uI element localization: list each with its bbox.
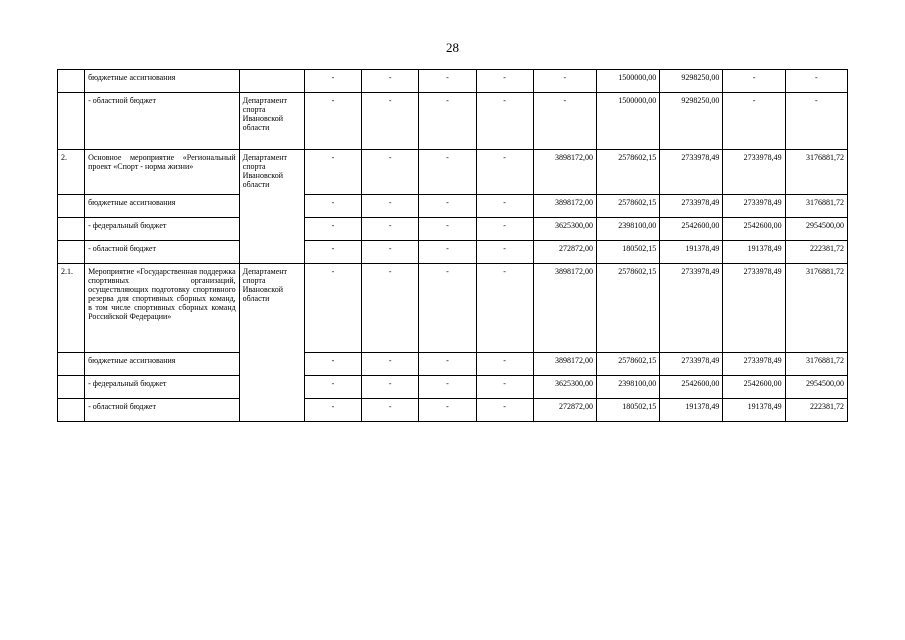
- row-value: 3176881,72: [785, 353, 847, 376]
- table-row: [58, 376, 848, 399]
- row-value: 2578602,15: [596, 150, 659, 195]
- row-value: -: [419, 195, 476, 218]
- row-value: -: [533, 93, 596, 150]
- row-value: 2733978,49: [723, 150, 785, 195]
- table-row: [58, 195, 848, 218]
- row-value: -: [304, 218, 361, 241]
- row-name: - федеральный бюджет: [85, 218, 240, 241]
- row-value: 191378,49: [660, 241, 723, 264]
- row-number: [58, 70, 85, 93]
- row-value: 3176881,72: [785, 264, 847, 353]
- row-value: -: [723, 93, 785, 150]
- row-value: 2542600,00: [723, 376, 785, 399]
- row-value: -: [476, 93, 533, 150]
- row-value: -: [304, 195, 361, 218]
- row-value: -: [304, 399, 361, 422]
- row-value: -: [304, 264, 361, 353]
- row-value: -: [362, 195, 419, 218]
- row-value: -: [419, 376, 476, 399]
- row-value: -: [476, 264, 533, 353]
- row-number: 2.1.: [58, 264, 85, 353]
- row-number: [58, 376, 85, 399]
- row-value: 2954500,00: [785, 218, 847, 241]
- table-row: [58, 399, 848, 422]
- row-value: 222381,72: [785, 241, 847, 264]
- row-value: 2733978,49: [660, 195, 723, 218]
- row-value: -: [362, 93, 419, 150]
- row-value: 2542600,00: [723, 218, 785, 241]
- row-value: -: [304, 70, 361, 93]
- row-value: -: [785, 70, 847, 93]
- row-value: -: [476, 399, 533, 422]
- row-value: -: [362, 399, 419, 422]
- table-row: [58, 93, 848, 150]
- row-value: 191378,49: [723, 399, 785, 422]
- row-value: -: [476, 70, 533, 93]
- row-value: 2578602,15: [596, 195, 659, 218]
- row-name: - областной бюджет: [85, 399, 240, 422]
- row-number: [58, 195, 85, 218]
- row-value: -: [362, 70, 419, 93]
- row-value: -: [476, 241, 533, 264]
- row-value: 9298250,00: [660, 70, 723, 93]
- row-value: -: [419, 264, 476, 353]
- row-value: 180502,15: [596, 241, 659, 264]
- row-value: 2733978,49: [660, 150, 723, 195]
- row-value: 2733978,49: [723, 264, 785, 353]
- table-row: [58, 353, 848, 376]
- row-value: -: [419, 241, 476, 264]
- row-value: -: [304, 93, 361, 150]
- row-number: [58, 353, 85, 376]
- row-value: -: [304, 241, 361, 264]
- row-value: 2733978,49: [723, 353, 785, 376]
- row-value: 3625300,00: [533, 218, 596, 241]
- row-value: 2578602,15: [596, 353, 659, 376]
- row-value: -: [304, 150, 361, 195]
- row-value: -: [419, 399, 476, 422]
- row-value: -: [362, 264, 419, 353]
- row-value: -: [362, 353, 419, 376]
- row-value: 9298250,00: [660, 93, 723, 150]
- row-value: 3898172,00: [533, 150, 596, 195]
- budget-table: [57, 69, 848, 422]
- row-value: 3898172,00: [533, 264, 596, 353]
- row-value: 2398100,00: [596, 218, 659, 241]
- row-value: 2733978,49: [723, 195, 785, 218]
- table-row: [58, 150, 848, 195]
- row-value: -: [419, 93, 476, 150]
- row-name: Мероприятие «Государственная поддержка спортивных организаций, осуществляющих подготовку спортивного резерва для спортивных сборных команд, в том числе спортивных сборных команд Российской Федерации»: [85, 264, 240, 353]
- row-value: 3898172,00: [533, 195, 596, 218]
- row-value: 2578602,15: [596, 264, 659, 353]
- row-value: 2542600,00: [660, 218, 723, 241]
- row-name: Основное мероприятие «Региональный проект «Спорт - норма жизни»: [85, 150, 240, 195]
- table-row: [58, 70, 848, 93]
- row-value: 272872,00: [533, 241, 596, 264]
- row-value: 222381,72: [785, 399, 847, 422]
- row-value: 2733978,49: [660, 353, 723, 376]
- row-value: -: [723, 70, 785, 93]
- row-value: -: [476, 218, 533, 241]
- row-value: -: [362, 218, 419, 241]
- row-value: 1500000,00: [596, 93, 659, 150]
- row-value: -: [419, 353, 476, 376]
- row-value: 3625300,00: [533, 376, 596, 399]
- row-value: -: [419, 218, 476, 241]
- row-name: бюджетные ассигнования: [85, 195, 240, 218]
- row-value: -: [785, 93, 847, 150]
- row-value: -: [476, 353, 533, 376]
- row-department: Департамент спорта Ивановской области: [239, 264, 304, 422]
- row-department: Департамент спорта Ивановской области: [239, 93, 304, 150]
- row-value: 2733978,49: [660, 264, 723, 353]
- row-value: -: [533, 70, 596, 93]
- row-name: - федеральный бюджет: [85, 376, 240, 399]
- row-value: 1500000,00: [596, 70, 659, 93]
- row-value: -: [419, 150, 476, 195]
- row-number: [58, 218, 85, 241]
- row-number: 2.: [58, 150, 85, 195]
- row-name: - областной бюджет: [85, 241, 240, 264]
- row-value: 191378,49: [660, 399, 723, 422]
- row-name: бюджетные ассигнования: [85, 70, 240, 93]
- row-department: [239, 70, 304, 93]
- row-value: 272872,00: [533, 399, 596, 422]
- row-number: [58, 399, 85, 422]
- row-value: -: [304, 353, 361, 376]
- row-value: -: [304, 376, 361, 399]
- row-value: -: [362, 241, 419, 264]
- table-row: [58, 218, 848, 241]
- row-value: 3898172,00: [533, 353, 596, 376]
- row-value: 2398100,00: [596, 376, 659, 399]
- row-value: 2542600,00: [660, 376, 723, 399]
- row-department: Департамент спорта Ивановской области: [239, 150, 304, 264]
- table-row: [58, 264, 848, 353]
- table-row: [58, 241, 848, 264]
- row-name: бюджетные ассигнования: [85, 353, 240, 376]
- row-value: -: [419, 70, 476, 93]
- row-name: - областной бюджет: [85, 93, 240, 150]
- page-number: 28: [446, 40, 459, 55]
- row-value: 191378,49: [723, 241, 785, 264]
- row-value: -: [362, 150, 419, 195]
- row-number: [58, 93, 85, 150]
- row-number: [58, 241, 85, 264]
- row-value: 3176881,72: [785, 150, 847, 195]
- row-value: -: [362, 376, 419, 399]
- row-value: 2954500,00: [785, 376, 847, 399]
- row-value: 3176881,72: [785, 195, 847, 218]
- row-value: -: [476, 150, 533, 195]
- row-value: -: [476, 376, 533, 399]
- row-value: -: [476, 195, 533, 218]
- row-value: 180502,15: [596, 399, 659, 422]
